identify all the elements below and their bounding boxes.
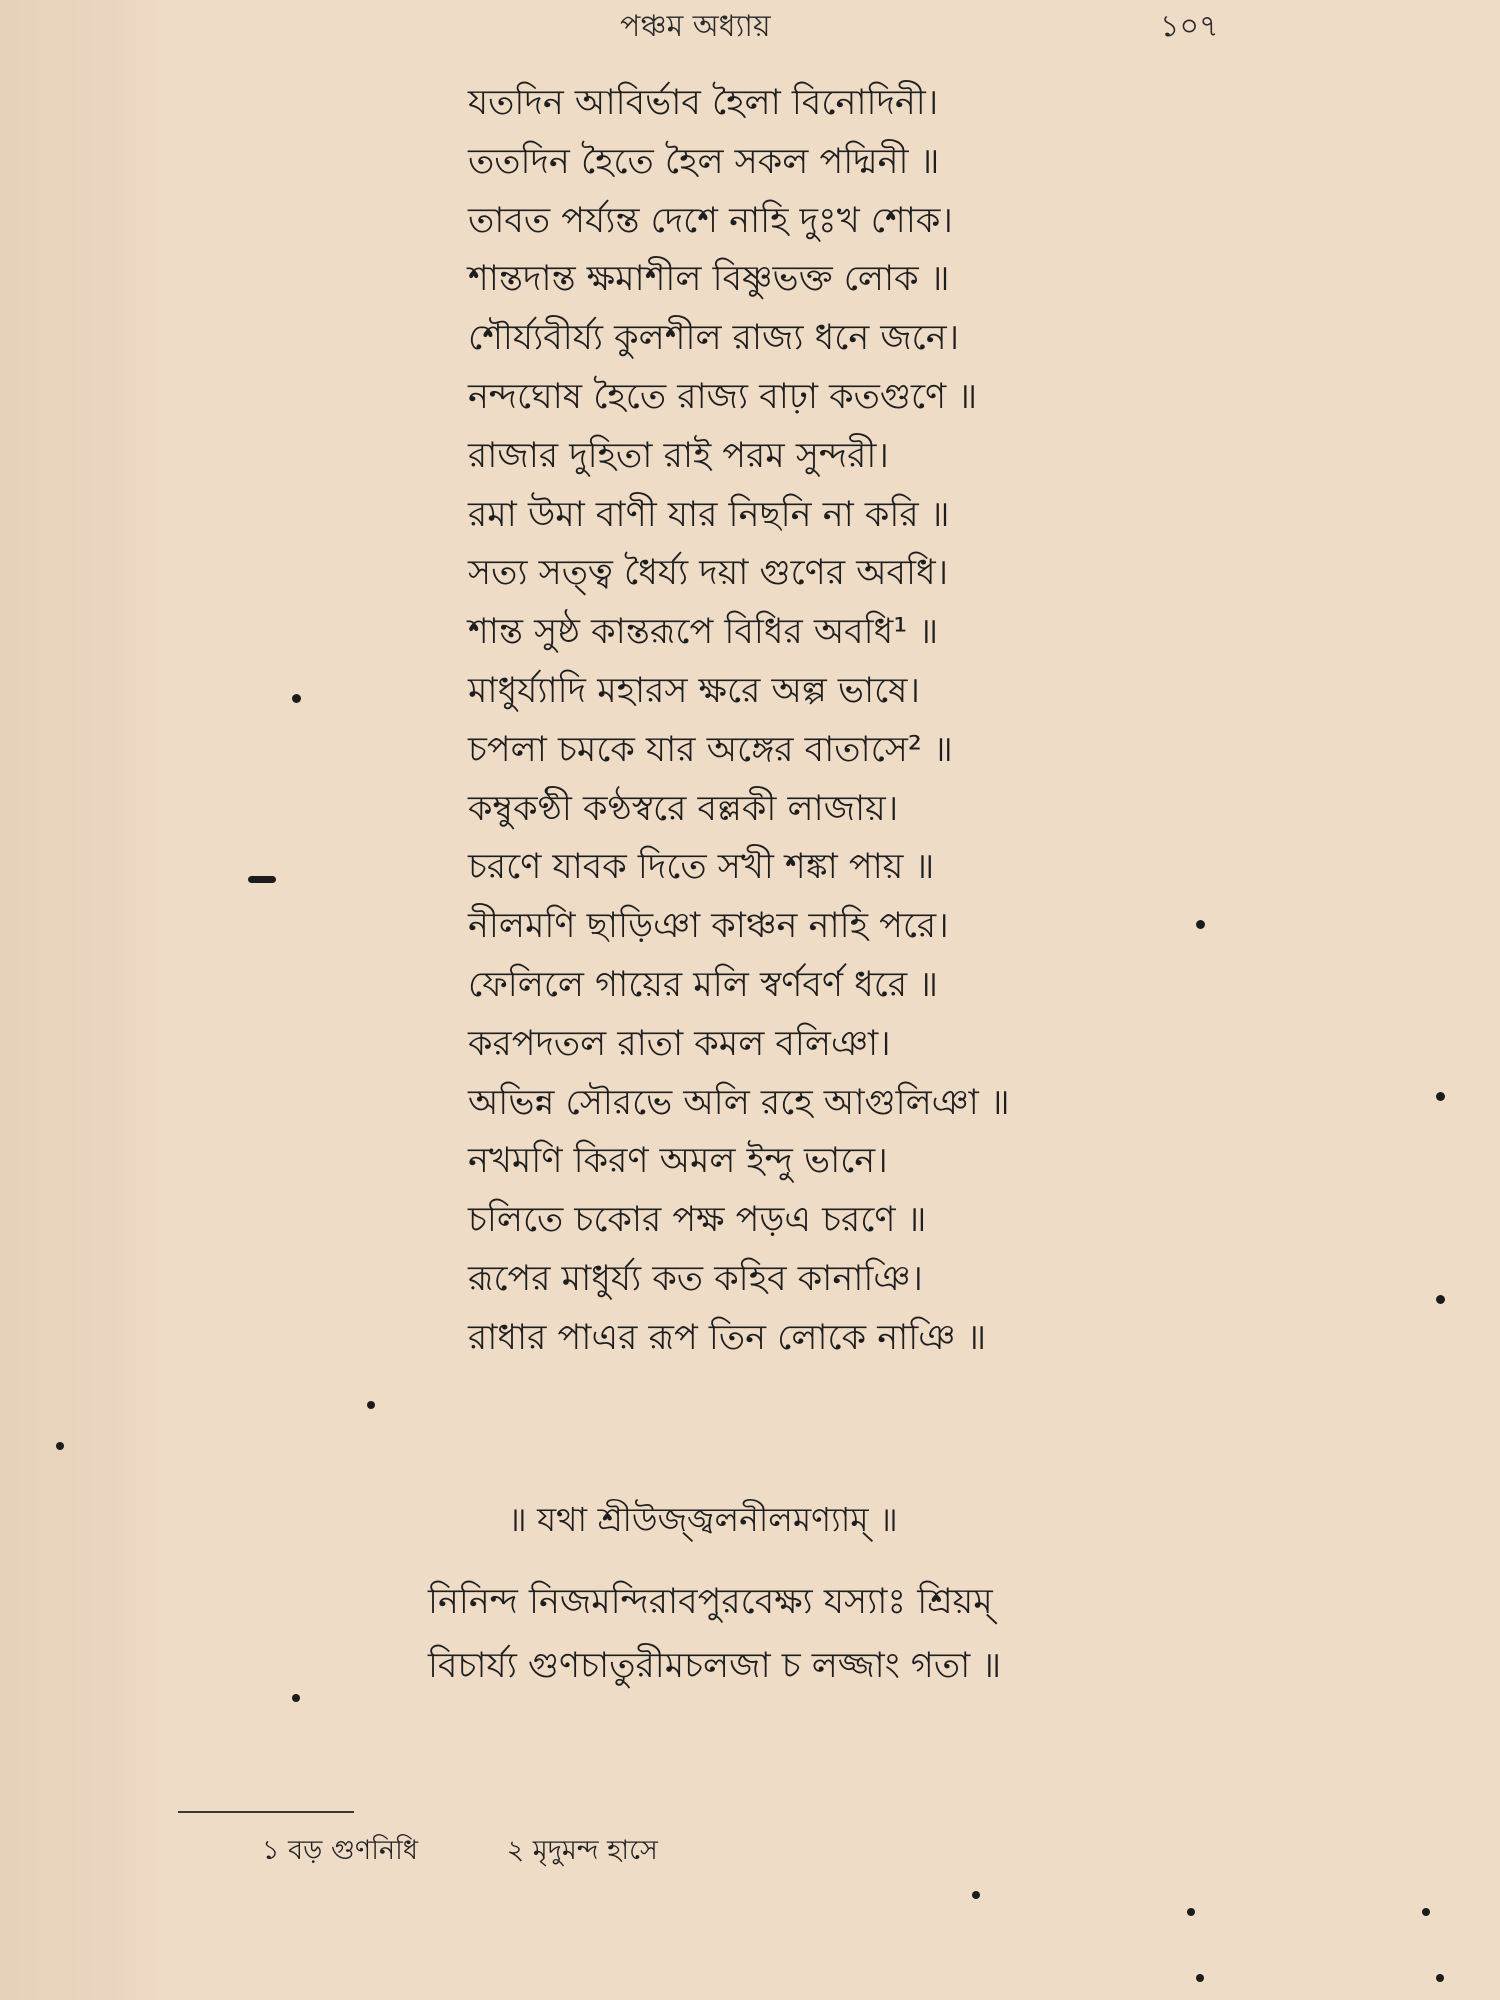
verse-line: কম্বুকণ্ঠী কণ্ঠস্বরে বল্লকী লাজায়।	[468, 788, 899, 829]
footnotes	[262, 1830, 658, 1875]
ink-speck	[1436, 1092, 1445, 1101]
verse-line: যতদিন আবির্ভাব হৈলা বিনোদিনী।	[468, 83, 939, 123]
sanskrit-verse	[428, 1570, 1128, 1698]
ink-speck	[56, 1442, 64, 1450]
sanskrit-line: বিচার্য্য গুণচাতুরীমচলজা চ লজ্জাং গতা ॥	[428, 1646, 1002, 1686]
ink-speck	[1196, 1974, 1204, 1982]
verse-line: নীলমণি ছাড়িঞা কাঞ্চন নাহি পরে।	[468, 906, 949, 947]
verse-line: রাধার পাএর রূপ তিন লোকে নাঞি ॥	[468, 1317, 987, 1358]
ink-speck	[972, 1891, 980, 1899]
verse-line: সত্য সত্ত্ব ধৈর্য্য দয়া গুণের অবধি।	[468, 553, 949, 594]
verse-line: চপলা চমকে যার অঙ্গের বাতাসে² ॥	[468, 729, 953, 770]
sanskrit-line: নিনিন্দ নিজমন্দিরাবপুরবেক্ষ্য যস্যাঃ শ্রিয়ম্	[428, 1582, 993, 1622]
verse-line: ফেলিলে গায়ের মলি স্বর্ণবর্ণ ধরে ॥	[468, 964, 939, 1005]
verse-line: করপদতল রাতা কমল বলিঞা।	[468, 1023, 891, 1064]
verse-line: ততদিন হৈতে হৈল সকল পদ্মিনী ॥	[468, 141, 940, 182]
footnote-1: ১ বড় গুণনিধি	[262, 1835, 418, 1866]
quote-heading: ॥ যথা শ্রীউজ্জ্বলনীলমণ্যাম্ ॥	[508, 1500, 898, 1539]
verse-line: রমা উমা বাণী যার নিছনি না করি ॥	[468, 494, 950, 535]
ink-speck	[292, 694, 301, 703]
verse-line: শান্ত সুষ্ঠ কান্তরূপে বিধির অবধি¹ ॥	[468, 612, 939, 653]
verse-line: নখমণি কিরণ অমল ইন্দু ভানে।	[468, 1141, 888, 1182]
verse-line: চরণে যাবক দিতে সখী শঙ্কা পায় ॥	[468, 847, 935, 888]
page-number: ১০৭	[1160, 9, 1219, 44]
running-title: পঞ্চম অধ্যায়	[620, 9, 771, 44]
ink-speck	[1187, 1908, 1195, 1916]
verse-line: নন্দঘোষ হৈতে রাজ্য বাঢ়া কতগুণে ॥	[468, 376, 978, 417]
verse-line: চলিতে চকোর পক্ষ পড়এ চরণে ॥	[468, 1200, 927, 1241]
ink-speck	[1196, 920, 1205, 929]
ink-speck	[367, 1401, 375, 1409]
verse-line: মাধুর্য্যাদি মহারস ক্ষরে অল্প ভাষে।	[468, 670, 920, 711]
verse-line: রাজার দুহিতা রাই পরম সুন্দরী।	[468, 435, 889, 476]
ink-speck	[248, 876, 276, 883]
verse-line: শৌর্য্যবীর্য্য কুলশীল রাজ্য ধনে জনে।	[468, 318, 960, 359]
ink-speck	[1422, 1908, 1430, 1916]
footnote-2: ২ মৃদুমন্দ হাসে	[506, 1835, 658, 1866]
verse-line: শান্তদান্ত ক্ষমাশীল বিষ্ণুভক্ত লোক ॥	[468, 259, 950, 300]
verse-line: রূপের মাধুর্য্য কত কহিব কানাঞি।	[468, 1258, 923, 1299]
ink-speck	[1436, 1974, 1444, 1982]
ink-speck	[292, 1694, 300, 1702]
verse-line: তাবত পর্য্যন্ত দেশে নাহি দুঃখ শোক।	[468, 200, 953, 241]
verse-block	[468, 74, 1088, 1368]
ink-speck	[1436, 1295, 1445, 1304]
verse-line: অভিন্ন সৌরভে অলি রহে আগুলিঞা ॥	[468, 1082, 1010, 1123]
footnote-divider	[178, 1811, 354, 1813]
